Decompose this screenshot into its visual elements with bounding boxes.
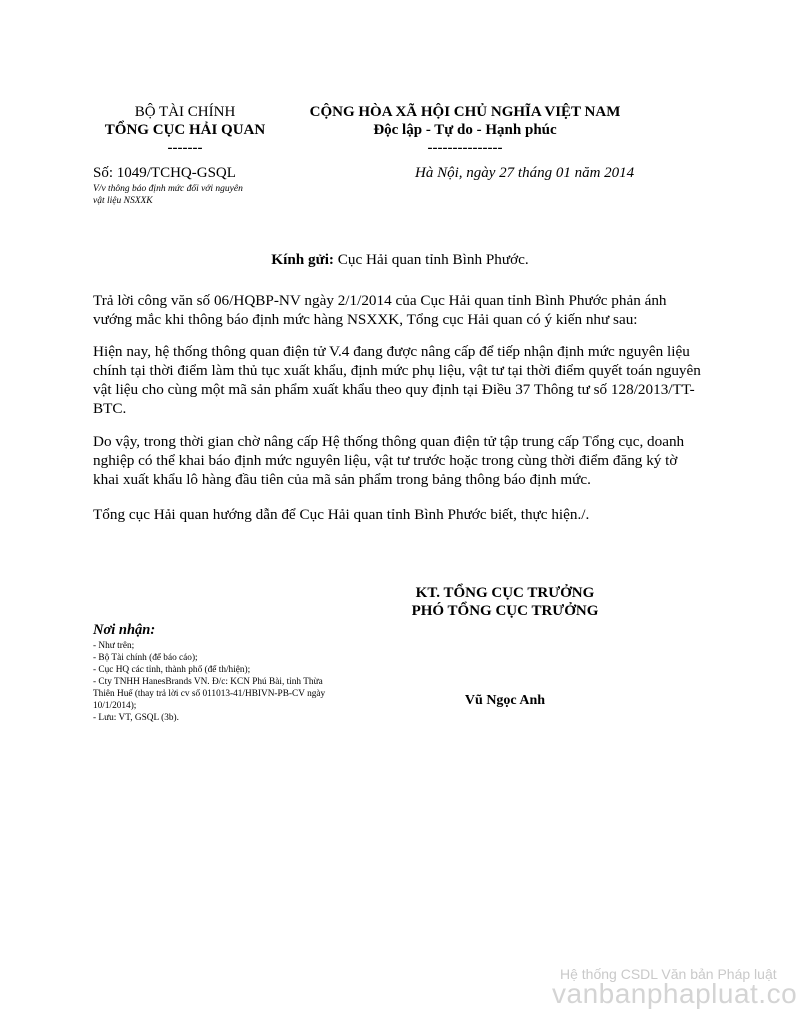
list-item: - Cục HQ các tỉnh, thành phố (để th/hiện); <box>93 665 251 675</box>
paragraph-2: Hiện nay, hệ thống thông quan điện tử V.4 đang được nâng cấp để tiếp nhận định mức nguyên liệu chính tại thời điểm làm thủ tục xuất khẩu, định mức phụ liệu, vật tư tại thời điểm quyết toán nguyên vật liệu cho cùng một mã sản phẩm xuất khẩu theo quy định tại Điều 37 Thông tư số 128/2013/TT-BTC. <box>93 343 701 417</box>
national-title <box>280 103 650 157</box>
right-header-rule: --------------- <box>427 140 503 156</box>
document-number: Số: 1049/TCHQ-GSQL <box>93 165 236 181</box>
list-item: - Bộ Tài chính (để báo cáo); <box>93 653 198 663</box>
list-item: - Cty TNHH HanesBrands VN. Đ/c: KCN Phú Bài, tỉnh Thừa Thiên Huế (thay trả lời cv số 011013-41/HBIVN-PB-CV ngày 10/1/2014); <box>93 677 326 711</box>
country-name: CỘNG HÒA XÃ HỘI CHỦ NGHĨA VIỆT NAM <box>309 104 621 120</box>
watermark-caption: Hệ thống CSDL Văn bản Pháp luật <box>560 966 777 982</box>
recipients-list <box>93 640 343 724</box>
place-date: Hà Nội, ngày 27 tháng 01 năm 2014 <box>415 165 635 181</box>
recipient-name: Cục Hải quan tỉnh Bình Phước. <box>334 251 529 268</box>
recipient-line <box>0 251 800 269</box>
signer-name: Vũ Ngọc Anh <box>464 693 546 708</box>
national-motto: Độc lập - Tự do - Hạnh phúc <box>373 122 557 138</box>
recipient-label: Kính gửi: <box>271 251 334 268</box>
list-item: - Lưu: VT, GSQL (3b). <box>93 713 179 723</box>
signature-line-2: PHÓ TỔNG CỤC TRƯỞNG <box>411 603 599 619</box>
watermark-url: vanbanphapluat.co <box>552 978 798 1009</box>
signature-line-1: KT. TỔNG CỤC TRƯỞNG <box>415 585 595 601</box>
paragraph-4: Tổng cục Hải quan hướng dẫn để Cục Hải quan tỉnh Bình Phước biết, thực hiện./. <box>93 506 590 523</box>
ministry-name: BỘ TÀI CHÍNH <box>134 104 236 120</box>
subject-line-2: vật liệu NSXXK <box>93 196 153 206</box>
subject-line-1: V/v thông báo định mức đối với nguyên <box>93 184 243 194</box>
left-header-rule: ------- <box>167 140 203 156</box>
paragraph-1: Trả lời công văn số 06/HQBP-NV ngày 2/1/2014 của Cục Hải quan tỉnh Bình Phước phản ánh vướng mắc khi thông báo định mức hàng NSXXK, Tổng cục Hải quan có ý kiến như sau: <box>93 292 667 328</box>
list-item: - Như trên; <box>93 641 135 651</box>
department-name: TỔNG CỤC HẢI QUAN <box>104 122 266 138</box>
document-subject <box>93 183 283 207</box>
recipients-title: Nơi nhận: <box>93 622 156 638</box>
signature-title <box>380 584 630 620</box>
issuing-agency <box>90 103 280 157</box>
paragraph-3: Do vậy, trong thời gian chờ nâng cấp Hệ thống thông quan điện tử tập trung cấp Tổng cục, doanh nghiệp có thể khai báo định mức nguyên liệu, vật tư trước hoặc trong cùng thời điểm đăng ký tờ khai xuất khẩu lô hàng đầu tiên của mã sản phẩm trong bảng thông báo định mức. <box>93 433 685 488</box>
